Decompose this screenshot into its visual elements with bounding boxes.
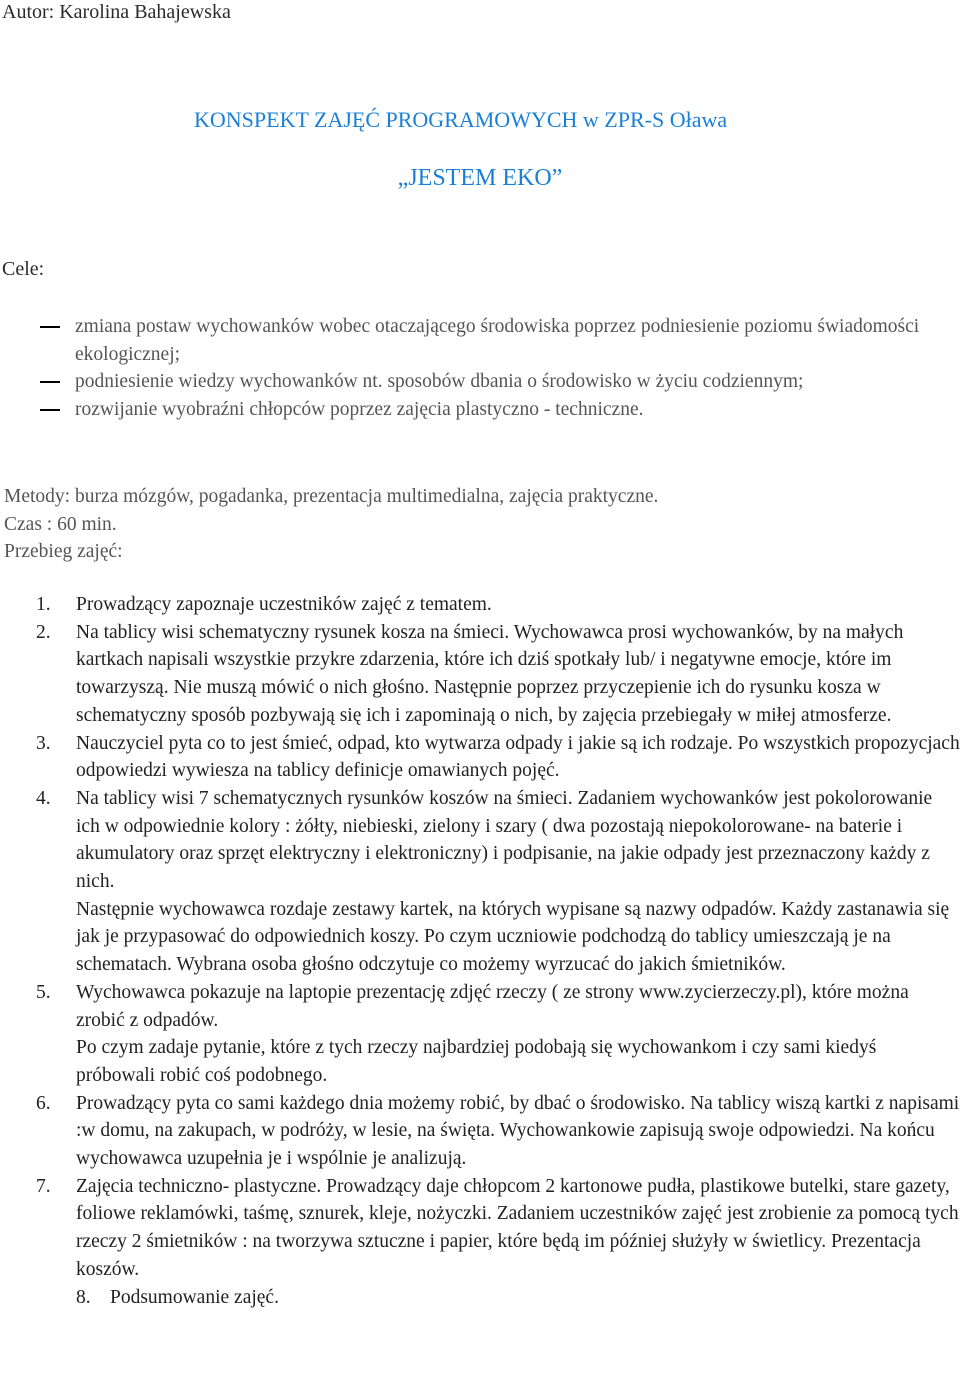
dash-bullet-icon — [40, 313, 75, 341]
step-text — [76, 785, 960, 979]
lesson-meta — [4, 483, 658, 566]
goals-list — [40, 313, 955, 423]
dash-bullet-icon — [40, 396, 75, 424]
step-paragraph: Wychowawca pokazuje na laptopie prezentację zdjęć rzeczy ( ze strony www.zycierzeczy.pl), które można zrobić z odpadów. — [76, 981, 909, 1031]
step-text: Podsumowanie zajęć. — [110, 1286, 279, 1308]
goals-label: Cele: — [2, 258, 45, 280]
step-number: 1. — [36, 594, 51, 615]
step-number: 3. — [36, 732, 51, 754]
document-title: KONSPEKT ZAJĘĆ PROGRAMOWYCH w ZPR-S Oława — [194, 107, 728, 132]
document-subtitle: „JESTEM EKO” — [397, 165, 563, 191]
step-paragraph: Na tablicy wisi schematyczny rysunek kosza na śmieci. Wychowawca prosi wychowanków, by na małych kartkach napisali wszystkie przykre zdarzenia, które ich dziś spotkały lub/ i negatywne emocje, które im towarzyszą. Nie muszą mówić o nich głośno. Następnie poprzez przyczepienie ich do rysunku kosza w schematyczny sposób pozbywają się ich i zapominają o nich, by zajęcia przebiegały w miłej atmosferze. — [76, 621, 904, 726]
goal-text: rozwijanie wyobraźni chłopców poprzez zajęcia plastyczno - techniczne. — [75, 398, 644, 420]
step-text — [76, 591, 960, 619]
steps-list — [36, 591, 960, 1311]
goal-text: zmiana postaw wychowanków wobec otaczającego środowiska poprzez podniesienie poziomu świadomości ekologicznej; — [75, 316, 920, 365]
step-text — [76, 1173, 960, 1284]
step-item — [36, 979, 960, 1090]
step-text — [76, 730, 960, 785]
step-paragraph: Zajęcia techniczno- plastyczne. Prowadzący daje chłopcom 2 kartonowe pudła, plastikowe butelki, stare gazety, foliowe reklamówki, taśmę, sznurek, kleje, nożyczki. Zadaniem uczestników zajęć jest zrobienie za pomocą tych rzeczy 2 śmietników : na tworzywa sztuczne i papier, które będą im później służyły w świetlicy. Prezentacja koszów. — [76, 1175, 959, 1280]
step-text — [76, 1090, 960, 1173]
step-paragraph: Na tablicy wisi 7 schematycznych rysunków koszów na śmieci. Zadaniem wychowanków jest pokolorowanie ich w odpowiednie kolory : żółty, niebieski, zielony i szary ( dwa pozostają niepokolorowane- na baterie i akumulatory oraz sprzęt elektryczny i elektroniczny) i podpisanie, na jakie odpady jest przeznaczony każdy z nich. — [76, 787, 933, 893]
author-line: Autor: Karolina Bahajewska — [2, 1, 231, 23]
goal-text: podniesienie wiedzy wychowanków nt. sposobów dbania o środowisko w życiu codziennym; — [75, 371, 804, 392]
step-text — [76, 619, 960, 730]
step-item — [36, 785, 960, 979]
step-item — [36, 730, 960, 785]
step-paragraph: Po czym zadaje pytanie, które z tych rzeczy najbardziej podobają się wychowankom i czy sami kiedyś próbowali robić coś podobnego. — [76, 1037, 877, 1086]
methods-line: Metody: burza mózgów, pogadanka, prezentacja multimedialna, zajęcia praktyczne. — [4, 486, 659, 507]
step-number: 2. — [36, 621, 51, 643]
step-number: 6. — [36, 1092, 51, 1114]
time-line: Czas : 60 min. — [4, 513, 117, 535]
goal-item — [40, 368, 955, 396]
step-number: 8. — [76, 1286, 91, 1308]
step-paragraph: Prowadzący zapoznaje uczestników zajęć z tematem. — [76, 594, 492, 615]
step-number: 4. — [36, 787, 51, 809]
step-number: 5. — [36, 981, 51, 1003]
course-label: Przebieg zajęć: — [4, 541, 123, 562]
step-item — [36, 1090, 960, 1173]
step-item — [36, 1173, 960, 1284]
goal-item — [40, 313, 955, 368]
step-item — [36, 591, 960, 619]
goal-item — [40, 396, 955, 424]
step-item — [36, 619, 960, 730]
step-paragraph: Następnie wychowawca rozdaje zestawy kartek, na których wypisane są nazwy odpadów. Każdy zastanawia się jak je przypasować do odpowiednich koszy. Po czym uczniowie podchodzą do tablicy umieszczają je na schematach. Wybrana osoba głośno odczytuje co możemy wyrzucać do jakich śmietników. — [76, 898, 950, 976]
step-number: 7. — [36, 1175, 51, 1197]
step-text — [76, 979, 960, 1090]
dash-bullet-icon — [40, 368, 75, 396]
step-paragraph: Nauczyciel pyta co to jest śmieć, odpad, kto wytwarza odpady i jakie są ich rodzaje. Po wszystkich propozycjach odpowiedzi wywiesza na tablicy definicje omawianych pojęć. — [76, 732, 960, 782]
step-paragraph: Prowadzący pyta co sami każdego dnia możemy robić, by dbać o środowisko. Na tablicy wiszą kartki z napisami :w domu, na zakupach, w podróży, w lesie, na święta. Wychowankowie zapisują swoje odpowiedzi. Na końcu wychowawca uzupełnia je i wspólnie je analizują. — [76, 1092, 960, 1170]
step-item-summary — [36, 1284, 960, 1312]
